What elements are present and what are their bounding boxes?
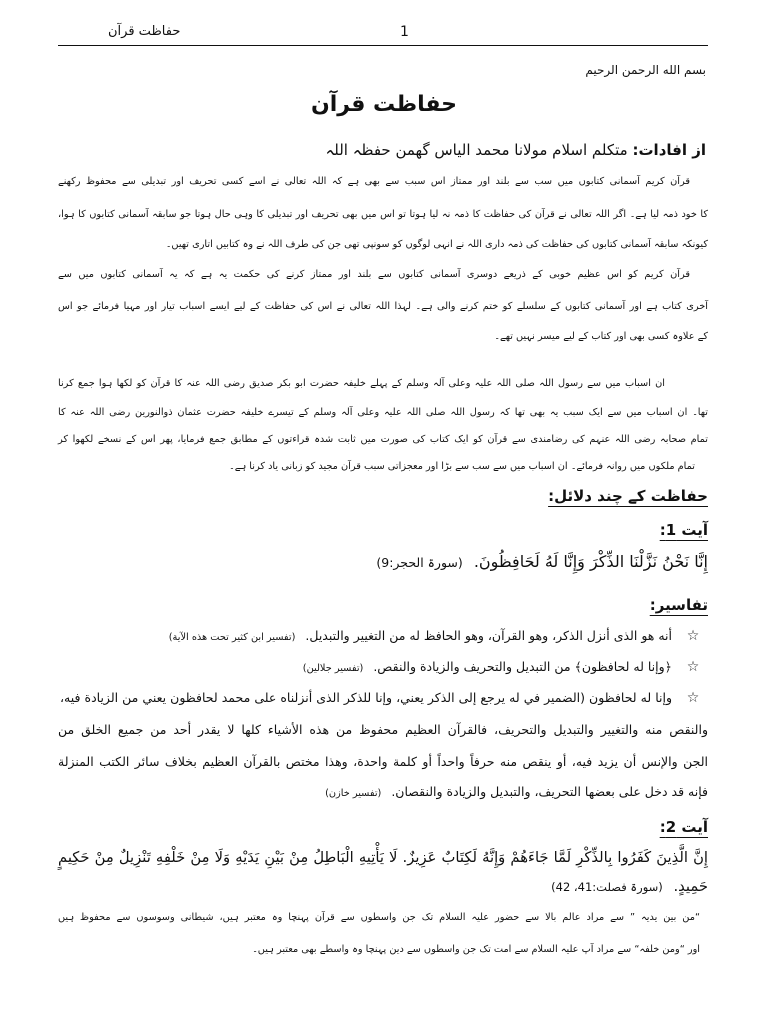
ayah-2-heading: آیت 2: bbox=[659, 818, 708, 836]
paragraph-line: تھا۔ ان اسباب میں سے ایک سبب یہ بھی تھا کہ رسول اللہ صلی اللہ علیہ وعلی آلہ وسلم کے تیسرے خلیفہ حضرت عثمان ذوالنورین رضی اللہ عنہ کا bbox=[58, 407, 708, 418]
tafsir-item bbox=[58, 624, 672, 650]
tafasir-heading: تفاسیر: bbox=[649, 596, 708, 614]
ayah-2-line bbox=[58, 875, 708, 899]
star-outline-icon bbox=[684, 655, 702, 679]
ayah-text: إِنَّا نَحْنُ نَزَّلْنَا الذِّكْرَ وَإِنَّا لَهُ لَحَافِظُونَ. bbox=[473, 552, 708, 571]
paragraph-line: قرآن کریم کو اس عظیم خوبی کے ذریعے دوسری آسمانی کتابوں سے بلند اور ممتاز کرنے کی حکمت یہ ہے کہ یہ آسمانی کتابوں میں سے bbox=[58, 269, 690, 280]
byline bbox=[58, 138, 706, 162]
paragraph-line: کے علاوہ کسی بھی اور کتاب کے لیے میسر نہیں تھے۔ bbox=[494, 331, 708, 342]
ayah-reference: (سورۃ فصلت:41، 42) bbox=[551, 880, 663, 894]
bismillah: بسم الله الرحمن الرحیم bbox=[585, 63, 706, 77]
tafsir-line: وإنا له لحافظون (الضمير في له يرجع إلى الذكر يعني، وإنا للذكر الذى أنزلناه على محمد لحافظون يعني من الزيادة فيه، bbox=[60, 690, 672, 705]
ayah-reference: (سورۃ الحجر:9) bbox=[376, 555, 463, 570]
tafsir-reference: (تفسیر جلالین) bbox=[302, 663, 364, 674]
tafsir-line: الجن والإنس أن يزيد فيه، أو ينقص منه حرفاً واحداً أو كلمة واحدة، وهذا مختص بالقرآن العظيم بخلاف سائر الكتب المنزلة bbox=[58, 754, 708, 769]
header-rule bbox=[58, 45, 708, 46]
running-title: حفاظت قرآن bbox=[108, 24, 181, 39]
star-outline-icon bbox=[684, 686, 702, 710]
paragraph-line: تمام ملکوں میں روانہ فرمائے۔ ان اسباب میں سے سب سے بڑا اور معجزاتی سبب قرآن مجید کو زبانی یاد کرنا ہے۔ bbox=[229, 461, 695, 472]
star-outline-icon bbox=[684, 624, 702, 648]
paragraph-line: کیونکہ سابقہ آسمانی کتابوں کی حفاظت کی ذمہ داری اللہ نے انہی لوگوں کو سونپی تھی جن کی طرف اللہ نے وہ کتابیں اتاری تھیں۔ bbox=[165, 239, 708, 250]
tafsir-text: أنه هو الذى أنزل الذكر، وهو القرآن، وهو الحافظ له من التغيير والتبديل. bbox=[305, 628, 672, 643]
paragraph-line: ان اسباب میں سے رسول اللہ صلی اللہ علیہ وعلی آلہ وسلم کے پہلے خلیفہ حضرت ابو بکر صدیق رضی اللہ عنہ کا قرآن کو لکھا ہوا جمع کرنا bbox=[58, 378, 665, 389]
tafsir-item bbox=[58, 655, 672, 681]
tafsir-reference: (تفسیر ابن کثیر تحت هذه الآیة) bbox=[168, 632, 296, 643]
tafsir-text: ﴿وإنا له لحافظون﴾ من التبديل والتحريف والزيادة والنقص. bbox=[373, 659, 672, 674]
tafsir-reference: (تفسیر خازن) bbox=[325, 788, 382, 799]
paragraph-line: کا خود ذمہ لیا ہے۔ اگر اللہ تعالی نے قرآن کی حفاظت کا ذمہ نہ لیا ہوتا تو اس میں بھی تحریف اور تبدیلی کا وہی حال ہوتا جو سابقہ آسمانی کتابوں کا ہوا، bbox=[58, 209, 708, 220]
paragraph-line: قرآن کریم آسمانی کتابوں میں سب سے بلند اور ممتاز اس سبب سے بھی ہے کہ اللہ تعالی نے اسے کسی تحریف اور تبدیلی سے محفوظ رکھنے bbox=[58, 176, 690, 187]
commentary-line: اور “ومن خلفہ“ سے مراد آپ علیہ السلام سے امت تک جن واسطوں سے دین پہنچا وہ واسطے بھی معتبر ہیں۔ bbox=[252, 944, 700, 955]
byline-author: متکلم اسلام مولانا محمد الیاس گھمن حفظہ اللہ bbox=[325, 141, 628, 159]
paragraph-line: تمام صحابہ رضی اللہ عنہم کی رضامندی سے قرآن کو ایک کتاب کی صورت میں ثابت شدہ قراءتوں کے مطابق جمع فرمایا، پھر اس کے نسخے لکھوا کر bbox=[58, 434, 708, 445]
ayah-1-text bbox=[58, 550, 708, 575]
byline-label: از افادات: bbox=[632, 141, 706, 159]
section-heading: حفاظت کے چند دلائل: bbox=[548, 487, 708, 505]
ayah-1-heading: آیت 1: bbox=[659, 521, 708, 539]
page-number: 1 bbox=[400, 24, 409, 40]
tafsir-line bbox=[58, 780, 708, 806]
paragraph-line: آخری کتاب ہے اور آسمانی کتابوں کے سلسلے کو ختم کرنے والی ہے۔ لہذا اللہ تعالی نے اس کی حفاظت کے لیے ایسے اسباب تیار اور مہیا فرمائے جو اس bbox=[58, 301, 708, 312]
tafsir-line: والنقص منه والتغيير والتبديل والتحريف، فالقرآن العظيم محفوظ من هذه الأشياء كلها لا يقدر أحد من جميع الخلق من bbox=[58, 722, 708, 737]
tafsir-text: فإنه قد دخل على بعضها التحريف، والتبديل والزيادة والنقصان. bbox=[391, 784, 708, 799]
page-title: حفاظت قرآن bbox=[310, 92, 458, 117]
commentary-line: “من بین یدیہ ” سے مراد عالم بالا سے حضور علیہ السلام تک جن واسطوں سے قرآن پہنچا وہ معتبر ہیں، شیطانی وسوسوں سے محفوظ ہیں bbox=[58, 912, 700, 923]
ayah-text: حَمِيدٍ. bbox=[673, 878, 708, 895]
ayah-2-line: إِنَّ الَّذِينَ كَفَرُوا بِالذِّكْرِ لَمَّا جَاءَهُمْ وَإِنَّهُ لَكِتَابٌ عَزِيزٌ. لَا يَأْتِيهِ الْبَاطِلُ مِنْ بَيْنِ يَدَيْهِ وَلَا مِنْ خَلْفِهِ تَنْزِيلٌ مِنْ حَكِيمٍ bbox=[58, 849, 708, 866]
